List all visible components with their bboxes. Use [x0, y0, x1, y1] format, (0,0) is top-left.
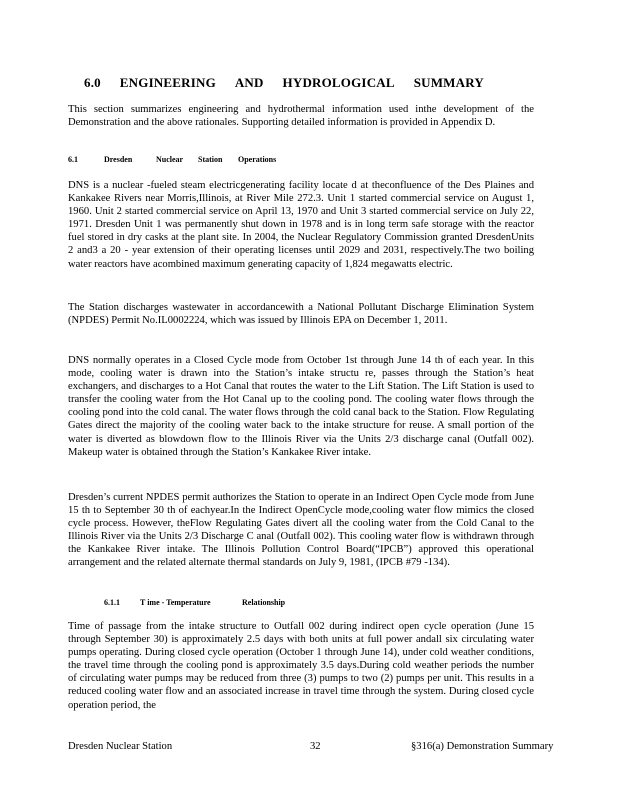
heading-word-engineering: ENGINEERING — [119, 75, 216, 90]
subsection-6-1-1-heading — [104, 598, 285, 607]
subsection-6-1-1-word: T ime - Temperature — [140, 598, 211, 607]
heading-word-hydrological: HYDROLOGICAL — [282, 75, 395, 90]
subsection-6-1-word: Station — [198, 155, 223, 164]
subsection-6-1-1-word: Relationship — [242, 598, 286, 607]
intro-paragraph: This section summarizes engineering and hydrothermal information used inthe development of the Demonstration and the above rationales. Supporting detailed information is provided in Appendix D. — [68, 104, 534, 129]
subsection-6-1-word: Dresden — [104, 155, 133, 164]
body-paragraph-open-cycle: Dresden’s current NPDES permit authorizes the Station to operate in an Indirect Open Cycle mode from June 15 th to September 30 th of eachyear.In the Indirect OpenCycle mode,cooling water flow mimics the closed cycle process. However, theFlow Regulating Gates divert all the cooling water from the Cold Canal to the Illinois River via the Units 2/3 Discharge C anal (Outfall 002). This cooling water flow is withdrawn through the Kankakee River intake. The Illinois Pollution Control Board(“IPCB”) approved this operational arrangement and the related alternate thermal standards on July 9, 1981, (IPCB #79 -134). — [68, 492, 534, 569]
body-paragraph-closed-cycle: DNS normally operates in a Closed Cycle mode from October 1st through June 14 th of each year. In this mode, cooling water is drawn into the Station’s intake structu re, passes through the Station’s heat exchangers, and discharges to a Hot Canal that routes the water to the Lift Station. The Lift Station is used to transfer the cooling water from the Hot Canal up to the cooling pond. The cooling water flows through the cooling pond into the cold canal. The water flows through the cold canal back to the Station. Flow Regulating Gates direct the majority of the cooling water back to the intake structure for reuse. A small portion of the water is diverted as blowdown flow to the Illinois River via the Units 2/3 discharge canal (Outfall 002). Makeup water is obtained through the Station’s Kankakee River intake. — [68, 355, 534, 458]
body-paragraph-npdes: The Station discharges wastewater in accordancewith a National Pollutant Discharge Elimination System (NPDES) Permit No.IL0002224, which was issued by Illinois EPA on December 1, 2011. — [68, 302, 534, 327]
heading-number: 6.0 — [84, 75, 101, 90]
footer-right-text: §316(a) Demonstration Summary — [411, 741, 554, 752]
subsection-6-1-1-number: 6.1.1 — [104, 598, 120, 607]
heading-word-and: AND — [234, 75, 264, 90]
footer-left-text: Dresden Nuclear Station — [68, 741, 173, 752]
subsection-6-1-word: Operations — [238, 155, 277, 164]
subsection-6-1-heading — [68, 155, 276, 164]
footer-page-number: 32 — [310, 741, 321, 752]
body-paragraph-dns-overview: DNS is a nuclear -fueled steam electricgenerating facility locate d at theconfluence of the Des Plaines and Kankakee Rivers near Morris,Illinois, at River Mile 272.3. Unit 1 started commercial service on August 1, 1960. Unit 2 started commercial service on April 13, 1970 and Unit 3 started commercial service on July 22, 1971. Dresden Unit 1 was permanently shut down in 1978 and is in long term safe storage with the reactor fuel stored in dry casks at the plant site. In 2004, the Nuclear Regulatory Commission granted DresdenUnits 2 and3 a 20 - year extension of their operating licenses until 2029 and 2031, respectively.The two boiling water reactors have acombined maximum generating capacity of 1,824 megawatts electric. — [68, 180, 534, 270]
body-paragraph-time-temperature: Time of passage from the intake structure to Outfall 002 during indirect open cycle operation (June 15 through September 30) is approximately 2.5 days with both units at full power andall six circulating water pumps operating. During closed cycle operation (October 1 through June 14), under cold weather conditions, the travel time through the cooling pond is approximately 3.5 days.During cold weather periods the number of circulating water pumps may be reduced from three (3) pumps to two (2) pumps per unit. This results in a reduced cooling water flow and an associated increase in travel time through the system. During closed cycle operation period, the — [68, 621, 534, 711]
subsection-6-1-number: 6.1 — [68, 155, 78, 164]
subsection-6-1-word: Nuclear — [156, 155, 184, 164]
heading-word-summary: SUMMARY — [413, 75, 484, 90]
section-heading — [84, 75, 484, 91]
